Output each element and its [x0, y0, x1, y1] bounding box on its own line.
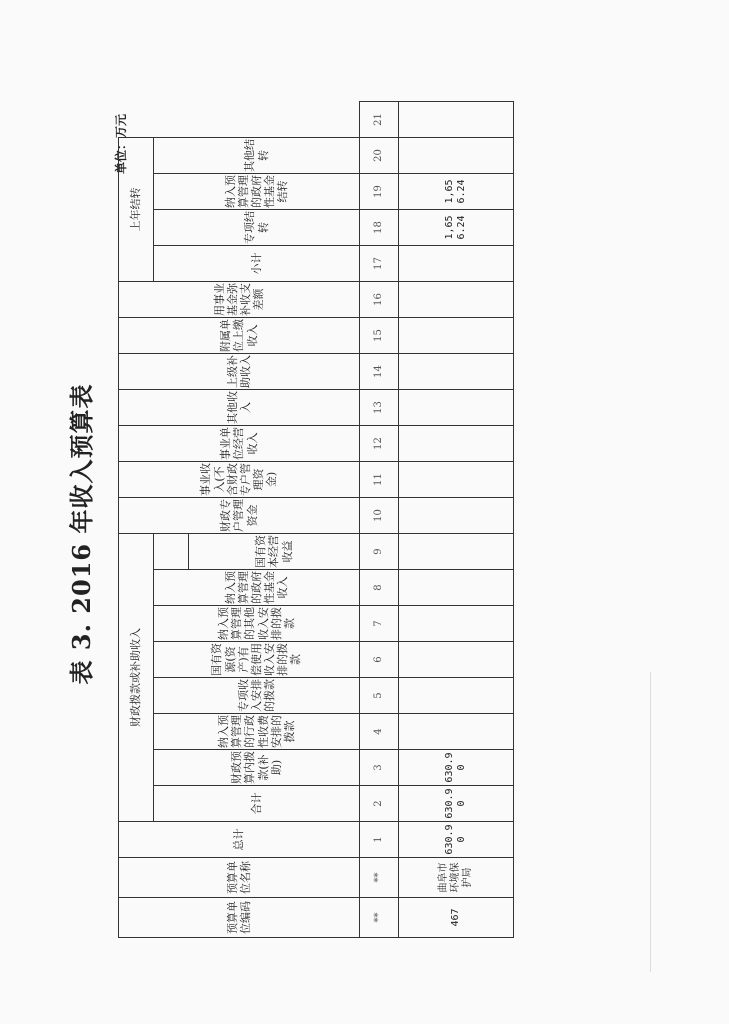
data-c12: [399, 426, 514, 462]
header-c21: 其他结转: [154, 138, 360, 174]
header-c14: 其他收入: [119, 390, 360, 426]
num-15: 15: [360, 318, 399, 354]
data-c21: [399, 102, 514, 138]
header-c8: 纳入预算管理的政府性基金收入: [154, 570, 360, 606]
num-11: 11: [360, 462, 399, 498]
header-c20: 纳入预算管理的政府性基金结转: [154, 174, 360, 210]
header-code: 预算单位编码: [119, 898, 360, 938]
num-3: 3: [360, 750, 399, 786]
num-18: 18: [360, 210, 399, 246]
header-c3: 财政预算内拨款(补助): [154, 750, 360, 786]
num-19: 19: [360, 174, 399, 210]
data-c3: 630.90: [399, 750, 514, 786]
data-c8: [399, 570, 514, 606]
header-c4: 纳入预算管理的行政性收费安排的拨款: [154, 714, 360, 750]
page-title: 表 3. 2016 年收入预算表: [67, 383, 96, 685]
data-c11: [399, 462, 514, 498]
header-c12: 事业收入(不含财政专户管理资金): [119, 462, 360, 498]
header-c9: 国有资本经营收益: [189, 534, 360, 570]
num-10: 10: [360, 498, 399, 534]
header-subtotal: 合计: [154, 786, 360, 822]
header-total: 总计: [119, 822, 360, 858]
data-c20: [399, 138, 514, 174]
num-21: 21: [360, 102, 399, 138]
data-c19: 1,656.24: [399, 174, 514, 210]
header-fiscal-group: 财政拨款或补助收入: [119, 534, 154, 822]
num-8: 8: [360, 570, 399, 606]
header-c18: 小计: [154, 246, 360, 282]
num-14: 14: [360, 354, 399, 390]
data-c13: [399, 390, 514, 426]
header-c17: 用事业基金弥补收支差额: [119, 282, 360, 318]
num-12: 12: [360, 426, 399, 462]
data-c2: 630.90: [399, 786, 514, 822]
num-13: 13: [360, 390, 399, 426]
data-c16: [399, 282, 514, 318]
header-c9-spacer: [154, 534, 189, 570]
num-4: 4: [360, 714, 399, 750]
data-c7: [399, 606, 514, 642]
data-c14: [399, 354, 514, 390]
scan-edge-line: [650, 672, 651, 972]
num-5: 5: [360, 678, 399, 714]
header-c6: 国有资源(资产)有偿使用收入安排的拨款: [154, 642, 360, 678]
header-c11: 财政专户管理资金: [119, 498, 360, 534]
num-16: 16: [360, 282, 399, 318]
header-c7: 纳入预算管理的其他收入安排的拨款: [154, 606, 360, 642]
num-7: 7: [360, 606, 399, 642]
data-c9: [399, 534, 514, 570]
header-c13: 事业单位经营收入: [119, 426, 360, 462]
num-20: 20: [360, 138, 399, 174]
data-c15: [399, 318, 514, 354]
revenue-budget-table: [118, 101, 514, 938]
header-carry-group: 上年结转: [119, 138, 154, 282]
data-c6: [399, 642, 514, 678]
num-6: 6: [360, 642, 399, 678]
data-total: 630.90: [399, 822, 514, 858]
data-c4: [399, 714, 514, 750]
header-name: 预算单位名称: [119, 858, 360, 898]
unit-label: 单位：万元: [114, 114, 128, 175]
num-9: 9: [360, 534, 399, 570]
num-1: 1: [360, 822, 399, 858]
num-code: **: [360, 898, 399, 938]
num-2: 2: [360, 786, 399, 822]
header-c15: 上级补助收入: [119, 354, 360, 390]
data-c5: [399, 678, 514, 714]
data-c10: [399, 498, 514, 534]
num-17: 17: [360, 246, 399, 282]
header-c19: 专项结转: [154, 210, 360, 246]
data-code: 467: [399, 898, 514, 938]
header-c5: 专项收入安排的拨款: [154, 678, 360, 714]
data-name: 曲阜市环境保护局: [399, 858, 514, 898]
data-c17: [399, 246, 514, 282]
header-c16: 附属单位上缴收入: [119, 318, 360, 354]
data-c18: 1,656.24: [399, 210, 514, 246]
num-name: **: [360, 858, 399, 898]
